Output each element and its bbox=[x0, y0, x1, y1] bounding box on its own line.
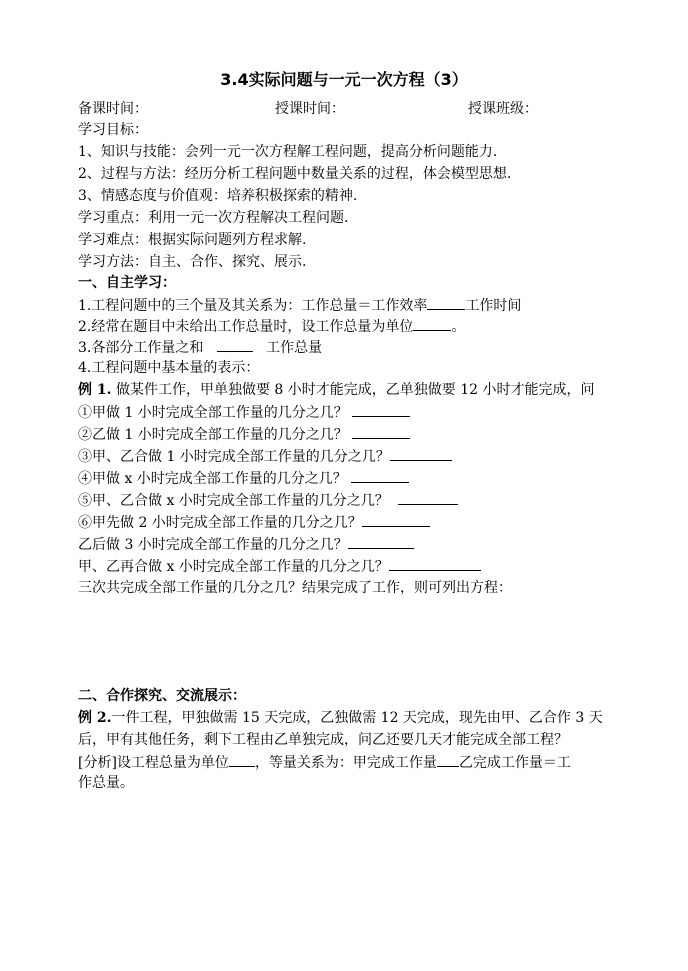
sub-question-text: ①甲做 1 小时完成全部工作量的几分之几？ bbox=[78, 405, 348, 421]
sub-question-text: ⑥甲先做 2 小时完成全部工作量的几分之几？ bbox=[78, 515, 362, 531]
example-1-label: 例 1. bbox=[78, 382, 112, 398]
example-1-text: 做某件工作，甲单独做要 8 小时才能完成，乙单独做要 12 小时才能完成，问 bbox=[115, 382, 595, 398]
difficulty: 学习难点：根据实际问题列方程求解. bbox=[78, 232, 307, 248]
page-title: 3.4实际问题与一元一次方程（3） bbox=[220, 70, 468, 89]
sub-question bbox=[78, 402, 410, 423]
prep-time-label: 备课时间： bbox=[78, 101, 148, 117]
learning-method: 学习方法：自主、合作、探究、展示. bbox=[78, 254, 307, 270]
answer-blank[interactable] bbox=[389, 556, 481, 571]
answer-blank[interactable] bbox=[398, 490, 458, 505]
question-1-text-a: 1.工程问题中的三个量及其关系为：工作总量＝工作效率 bbox=[78, 298, 428, 314]
question-1-text-b: 工作时间 bbox=[465, 298, 522, 314]
equation-prompt: 三次共完成全部工作量的几分之几？结果完成了工作，则可列出方程： bbox=[78, 580, 512, 596]
key-point: 学习重点：利用一元一次方程解决工程问题. bbox=[78, 210, 349, 226]
goal-item: 2、过程与方法：经历分析工程问题中数量关系的过程，体会模型思想. bbox=[78, 166, 512, 182]
answer-blank[interactable] bbox=[352, 424, 410, 439]
sub-question bbox=[78, 512, 430, 533]
analysis-text-c: 乙完成工作量＝工 bbox=[458, 755, 571, 771]
teach-class-label: 授课班级： bbox=[468, 101, 538, 117]
teach-time-label: 授课时间： bbox=[275, 101, 345, 117]
sub-question-text: 乙后做 3 小时完成全部工作量的几分之几？ bbox=[78, 537, 348, 553]
answer-blank[interactable] bbox=[229, 752, 255, 767]
answer-blank[interactable] bbox=[427, 295, 465, 310]
sub-question bbox=[78, 534, 414, 555]
sub-question bbox=[78, 556, 481, 577]
sub-question bbox=[78, 468, 409, 489]
analysis-label: [分析] bbox=[78, 755, 117, 771]
sub-question-text: ②乙做 1 小时完成全部工作量的几分之几？ bbox=[78, 427, 348, 443]
answer-blank[interactable] bbox=[351, 468, 409, 483]
question-4: 4.工程问题中基本量的表示： bbox=[78, 360, 260, 376]
analysis-line-2: 作总量。 bbox=[78, 775, 134, 791]
goals-heading: 学习目标： bbox=[78, 122, 148, 138]
question-1 bbox=[78, 295, 521, 316]
question-3-text-a: 3.各部分工作量之和 bbox=[78, 340, 204, 356]
example-1 bbox=[78, 380, 676, 400]
sub-question-text: ③甲、乙合做 1 小时完成全部工作量的几分之几？ bbox=[78, 449, 390, 465]
analysis-line-1 bbox=[78, 752, 571, 773]
analysis-text-a: 设工程总量为单位 bbox=[116, 755, 229, 771]
answer-blank[interactable] bbox=[390, 446, 452, 461]
example-2-text: 一件工程，甲独做需 15 天完成，乙独做需 12 天完成，现先由甲、乙合作 3 天 bbox=[111, 710, 603, 726]
example-2-line-1 bbox=[78, 708, 603, 728]
question-3 bbox=[78, 337, 322, 358]
example-2-label: 例 2. bbox=[78, 710, 112, 726]
answer-blank[interactable] bbox=[413, 316, 451, 331]
question-3-text-b: 工作总量 bbox=[266, 340, 323, 356]
sub-question bbox=[78, 446, 452, 467]
analysis-text-b: ，等量关系为：甲完成工作量 bbox=[254, 755, 437, 771]
answer-blank[interactable] bbox=[362, 512, 430, 527]
answer-blank[interactable] bbox=[217, 337, 253, 352]
sub-question-text: 甲、乙再合做 x 小时完成全部工作量的几分之几？ bbox=[78, 559, 389, 575]
sub-question bbox=[78, 424, 410, 445]
sub-question-text: ④甲做 x 小时完成全部工作量的几分之几？ bbox=[78, 471, 347, 487]
section1-heading: 一、自主学习： bbox=[78, 275, 176, 291]
answer-blank[interactable] bbox=[352, 402, 410, 417]
goal-item: 3、情感态度与价值观：培养积极探索的精神. bbox=[78, 188, 358, 204]
goal-item: 1、知识与技能：会列一元一次方程解工程问题，提高分析问题能力. bbox=[78, 144, 498, 160]
answer-blank[interactable] bbox=[437, 752, 459, 767]
question-2-text-b: 。 bbox=[451, 319, 466, 335]
question-2-text-a: 2.经常在题目中未给出工作总量时，设工作总量为单位 bbox=[78, 319, 414, 335]
question-2 bbox=[78, 316, 465, 337]
answer-blank[interactable] bbox=[348, 534, 414, 549]
section2-heading: 二、合作探究、交流展示： bbox=[78, 688, 246, 704]
example-2-line-2: 后，甲有其他任务，剩下工程由乙单独完成，问乙还要几天才能完成全部工程？ bbox=[78, 732, 568, 748]
sub-question bbox=[78, 490, 458, 511]
sub-question-text: ⑤甲、乙合做 x 小时完成全部工作量的几分之几？ bbox=[78, 493, 389, 509]
